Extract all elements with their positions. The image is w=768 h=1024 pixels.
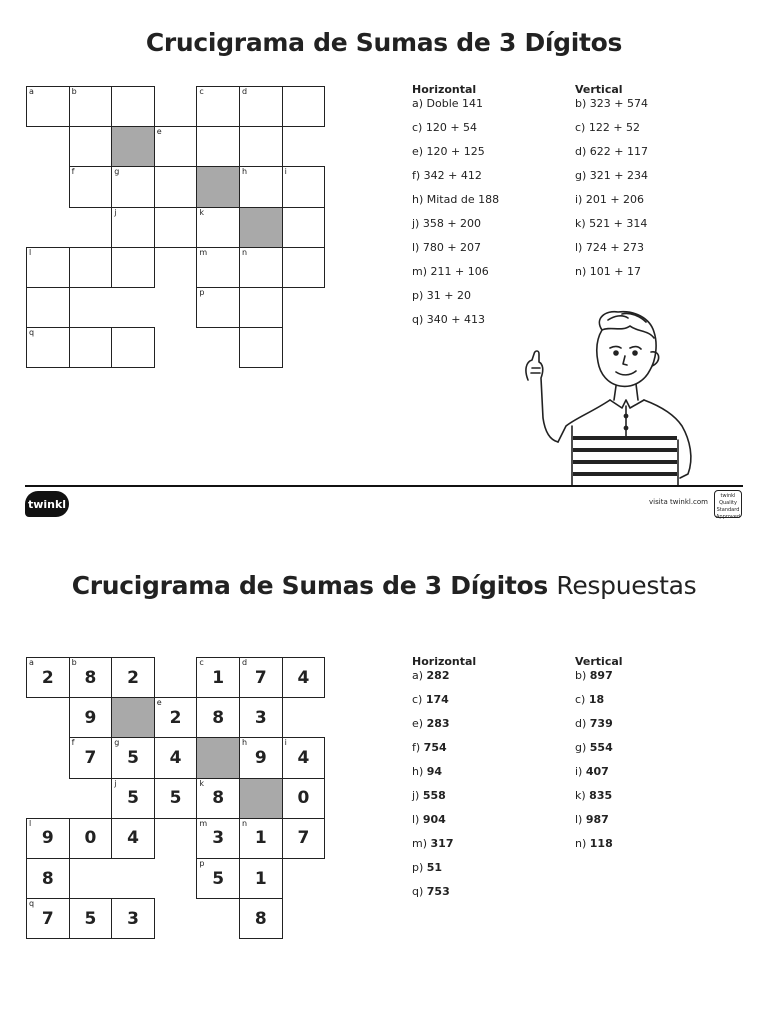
- cell-digit: 5: [212, 868, 225, 889]
- footer-divider: [25, 485, 743, 487]
- shaded-cell: [111, 697, 155, 738]
- horizontal-answer: f) 754: [412, 741, 447, 754]
- vertical-clue: l) 724 + 273: [575, 241, 645, 254]
- cell-digit: 9: [254, 747, 267, 768]
- clue-number-label: k: [199, 207, 205, 217]
- cell-digit: 1: [212, 667, 225, 688]
- vertical-clue: c) 122 + 52: [575, 121, 641, 134]
- answer-value: 753: [426, 885, 450, 898]
- answer-value: 118: [589, 837, 613, 850]
- horizontal-clue: j) 358 + 200: [412, 217, 482, 230]
- crossword-cell: [239, 898, 283, 939]
- crossword-cell: [69, 697, 113, 738]
- shaded-cell: [111, 126, 155, 167]
- answer-value: 739: [589, 717, 613, 730]
- answer-value: 18: [588, 693, 605, 706]
- crossword-cell: [239, 657, 283, 698]
- clue-number-label: c: [199, 658, 204, 667]
- cell-digit: 5: [84, 908, 97, 929]
- crossword-cell: [26, 858, 70, 899]
- crossword-cell: [26, 287, 70, 328]
- clue-number-label: j: [114, 778, 117, 788]
- crossword-cell: [26, 898, 70, 939]
- crossword-cell: [239, 247, 283, 288]
- crossword-cell: [282, 818, 326, 859]
- horizontal-clues: [412, 83, 499, 337]
- horizontal-answer: h) 94: [412, 765, 443, 778]
- crossword-cell: [154, 166, 198, 207]
- clue-number-label: m: [199, 818, 208, 828]
- crossword-cell: [69, 898, 113, 939]
- cell-digit: 4: [297, 667, 310, 688]
- quality-badge: twinkl Quality Standard Approved: [714, 490, 742, 518]
- page-title: Crucigrama de Sumas de 3 Dígitos: [145, 28, 623, 57]
- crossword-cell: [239, 858, 283, 899]
- clue-number-label: g: [114, 738, 120, 748]
- cell-digit: 8: [41, 868, 54, 889]
- horizontal-answer: c) 174: [412, 693, 449, 706]
- vertical-clue: b) 323 + 574: [575, 97, 648, 110]
- crossword-cell: [154, 778, 198, 819]
- crossword-cell: [111, 818, 155, 859]
- vertical-answer: b) 897: [575, 669, 613, 682]
- cell-digit: 5: [127, 788, 139, 809]
- horizontal-answer: m) 317: [412, 837, 454, 850]
- crossword-cell: [239, 166, 283, 207]
- crossword-cell: [196, 207, 240, 248]
- vertical-clue: i) 201 + 206: [575, 193, 645, 206]
- answer-value: 174: [425, 693, 449, 706]
- shaded-cell: [239, 778, 283, 819]
- clue-number-label: i: [284, 738, 287, 748]
- crossword-cell: [282, 657, 326, 698]
- answer-value: 835: [589, 789, 613, 802]
- crossword-cell: [69, 737, 113, 778]
- crossword-cell: [154, 697, 198, 738]
- boy-illustration-image: [510, 308, 700, 486]
- crossword-cell: [239, 818, 283, 859]
- answer-value: 897: [589, 669, 613, 682]
- crossword-cell: [196, 778, 240, 819]
- answer-value: 282: [426, 669, 450, 682]
- clue-number-label: l: [29, 247, 32, 257]
- crossword-cell: [26, 327, 70, 368]
- vertical-clues: [575, 83, 648, 289]
- crossword-cell: [196, 818, 240, 859]
- answer-value: 94: [426, 765, 443, 778]
- vertical-answer: d) 739: [575, 717, 613, 730]
- horizontal-clue: h) Mitad de 188: [412, 193, 500, 206]
- clue-number-label: p: [199, 859, 205, 868]
- crossword-cell: [282, 778, 326, 819]
- horizontal-clue: c) 120 + 54: [412, 121, 478, 134]
- clue-number-label: d: [242, 87, 248, 96]
- cell-digit: 8: [84, 667, 97, 688]
- horizontal-answer: e) 283: [412, 717, 450, 730]
- shaded-cell: [196, 737, 240, 778]
- cell-digit: 8: [212, 707, 225, 728]
- crossword-cell: [239, 327, 283, 368]
- vertical-answer: i) 407: [575, 765, 609, 778]
- crossword-cell: [69, 126, 113, 167]
- crossword-cell: [69, 247, 113, 288]
- twinkl-logo: twinkl: [25, 491, 69, 517]
- clue-number-label: a: [29, 87, 34, 96]
- cell-digit: 4: [297, 747, 310, 768]
- clue-number-label: m: [199, 247, 208, 257]
- answer-value: 987: [585, 813, 609, 826]
- vertical-clue: g) 321 + 234: [575, 169, 648, 182]
- vertical-answer: n) 118: [575, 837, 613, 850]
- clue-number-label: f: [71, 167, 75, 177]
- crossword-cell: [69, 818, 113, 859]
- crossword-cell: [154, 126, 198, 167]
- clue-number-label: h: [242, 167, 248, 177]
- cell-digit: 3: [212, 828, 225, 849]
- cell-digit: 3: [254, 707, 267, 728]
- clue-number-label: j: [114, 207, 117, 217]
- crossword-cell: [196, 86, 240, 127]
- cell-digit: 4: [169, 747, 182, 768]
- vertical-answers: [575, 655, 623, 861]
- horizontal-heading: Horizontal: [412, 83, 477, 96]
- crossword-cell: [282, 166, 326, 207]
- horizontal-answer: p) 51: [412, 861, 443, 874]
- horizontal-answer: a) 282: [412, 669, 450, 682]
- horizontal-heading: Horizontal: [412, 655, 477, 668]
- cell-digit: 7: [41, 908, 54, 929]
- crossword-cell: [196, 126, 240, 167]
- clue-number-label: d: [242, 658, 248, 667]
- cell-digit: 5: [169, 788, 182, 809]
- cell-digit: 1: [254, 868, 267, 889]
- cell-digit: 2: [41, 667, 54, 688]
- cell-digit: 8: [212, 788, 225, 809]
- crossword-cell: [282, 86, 326, 127]
- crossword-cell: [111, 166, 155, 207]
- horizontal-answer: j) 558: [412, 789, 446, 802]
- shaded-cell: [196, 166, 240, 207]
- cell-digit: 0: [297, 788, 310, 809]
- horizontal-clue: m) 211 + 106: [412, 265, 489, 278]
- visit-link[interactable]: visita twinkl.com: [649, 498, 708, 506]
- answer-value: 317: [430, 837, 454, 850]
- cell-digit: 7: [84, 747, 97, 768]
- clue-number-label: a: [29, 658, 34, 667]
- answer-value: 51: [426, 861, 443, 874]
- crossword-cell: [111, 898, 155, 939]
- cell-digit: 2: [127, 667, 139, 688]
- clue-number-label: h: [242, 738, 248, 748]
- crossword-cell: [111, 327, 155, 368]
- crossword-cell: [111, 657, 155, 698]
- vertical-clue: d) 622 + 117: [575, 145, 648, 158]
- horizontal-clue: l) 780 + 207: [412, 241, 482, 254]
- crossword-cell: [282, 207, 326, 248]
- clue-number-label: f: [71, 738, 75, 748]
- cell-digit: 4: [127, 828, 139, 849]
- clue-number-label: n: [242, 818, 248, 828]
- crossword-cell: [26, 86, 70, 127]
- crossword-cell: [239, 697, 283, 738]
- clue-number-label: c: [199, 87, 204, 96]
- vertical-clue: n) 101 + 17: [575, 265, 641, 278]
- crossword-cell: [196, 247, 240, 288]
- clue-number-label: q: [29, 899, 35, 909]
- horizontal-clue: e) 120 + 125: [412, 145, 485, 158]
- crossword-cell: [239, 86, 283, 127]
- vertical-answer: k) 835: [575, 789, 613, 802]
- crossword-cell: [196, 287, 240, 328]
- crossword-cell: [282, 737, 326, 778]
- crossword-cell: [26, 247, 70, 288]
- vertical-answer: l) 987: [575, 813, 609, 826]
- clue-number-label: k: [199, 778, 205, 788]
- crossword-cell: [282, 247, 326, 288]
- crossword-cell: [239, 126, 283, 167]
- cell-digit: 2: [169, 707, 182, 728]
- horizontal-clue: q) 340 + 413: [412, 313, 485, 326]
- crossword-cell: [196, 697, 240, 738]
- horizontal-answers: [412, 655, 476, 909]
- vertical-answer: g) 554: [575, 741, 613, 754]
- cell-digit: 0: [84, 828, 97, 849]
- answers-title: [0, 571, 768, 600]
- answer-value: 904: [422, 813, 446, 826]
- clue-number-label: e: [156, 127, 162, 137]
- crossword-cell: [196, 657, 240, 698]
- crossword-cell: [26, 657, 70, 698]
- crossword-cell: [69, 166, 113, 207]
- answer-value: 554: [589, 741, 613, 754]
- crossword-cell: [111, 778, 155, 819]
- shaded-cell: [239, 207, 283, 248]
- vertical-clue: k) 521 + 314: [575, 217, 648, 230]
- clue-number-label: g: [114, 167, 120, 177]
- crossword-cell: [69, 86, 113, 127]
- crossword-cell: [154, 737, 198, 778]
- crossword-cell: [154, 207, 198, 248]
- horizontal-answer: q) 753: [412, 885, 450, 898]
- crossword-cell: [69, 327, 113, 368]
- cell-digit: 8: [254, 908, 267, 929]
- answer-value: 558: [422, 789, 446, 802]
- clue-number-label: b: [71, 87, 77, 96]
- crossword-cell: [239, 287, 283, 328]
- crossword-cell: [196, 858, 240, 899]
- cell-digit: 1: [254, 828, 267, 849]
- vertical-heading: Vertical: [575, 83, 623, 96]
- clue-number-label: l: [29, 818, 32, 828]
- horizontal-clue: a) Doble 141: [412, 97, 484, 110]
- crossword-cell: [111, 207, 155, 248]
- horizontal-answer: l) 904: [412, 813, 446, 826]
- clue-number-label: b: [71, 658, 77, 667]
- cell-digit: 9: [41, 828, 54, 849]
- crossword-cell: [26, 818, 70, 859]
- cell-digit: 5: [127, 747, 139, 768]
- clue-number-label: i: [284, 167, 287, 177]
- horizontal-clue: f) 342 + 412: [412, 169, 482, 182]
- answers-title-light: Respuestas: [556, 571, 697, 600]
- horizontal-clue: p) 31 + 20: [412, 289, 471, 302]
- vertical-answer: c) 18: [575, 693, 605, 706]
- clue-number-label: n: [242, 247, 248, 257]
- cell-digit: 7: [254, 667, 267, 688]
- clue-number-label: e: [156, 698, 162, 708]
- crossword-cell: [111, 86, 155, 127]
- answer-value: 407: [585, 765, 609, 778]
- crossword-cell: [111, 247, 155, 288]
- answer-value: 283: [426, 717, 450, 730]
- cell-digit: 7: [297, 828, 310, 849]
- cell-digit: 3: [127, 908, 139, 929]
- crossword-cell: [69, 657, 113, 698]
- crossword-cell: [239, 737, 283, 778]
- answers-title-bold: Crucigrama de Sumas de 3 Dígitos: [71, 571, 548, 600]
- answer-value: 754: [423, 741, 447, 754]
- clue-number-label: q: [29, 328, 35, 338]
- crossword-cell: [111, 737, 155, 778]
- clue-number-label: p: [199, 288, 205, 297]
- cell-digit: 9: [84, 707, 97, 728]
- vertical-heading: Vertical: [575, 655, 623, 668]
